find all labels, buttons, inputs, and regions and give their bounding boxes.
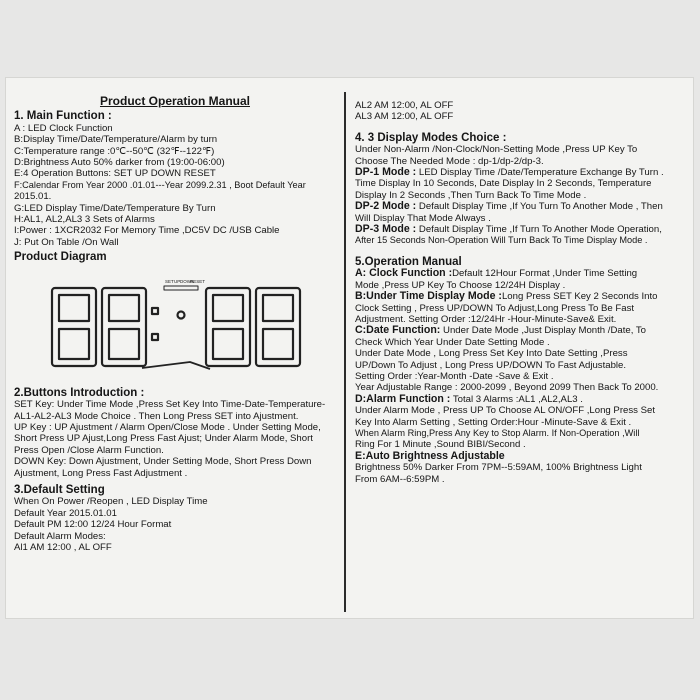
dp1-text: LED Display Time /Date/Temperature Exchange By Turn . [416, 167, 664, 179]
date-function-line: Setting Order :Year-Month -Date -Save & Exit . [355, 370, 554, 382]
product-diagram-heading: Product Diagram [14, 251, 107, 264]
product-diagram [14, 270, 324, 380]
buttons-heading: 2.Buttons Introduction : [14, 386, 145, 399]
date-function-line: Check Which Year Under Date Setting Mode . [355, 336, 550, 348]
button-strip [164, 286, 198, 290]
default-setting-line: Default Year 2015.01.01 [14, 507, 117, 519]
main-function-line: D:Brightness Auto 50% darker from (19:00-06:00) [14, 157, 225, 169]
date-function-line: Year Adjustable Range : 2000-2099 , Beyond 2099 Then Back To 2000. [355, 382, 659, 394]
buttons-line: Ajustment, Long Press Fast Adjustment . [14, 467, 188, 479]
default-setting-line: When On Power /Reopen , LED Display Time [14, 496, 208, 508]
buttons-line: UP Key : UP Ajustment / Alarm Open/Close Mode . Under Setting Mode, [14, 421, 321, 433]
main-function-line: F:Calendar From Year 2000 .01.01---Year 2099.2.31 , Boot Default Year [14, 179, 306, 190]
main-function-line: I:Power : 1XCR2032 For Memory Time ,DC5V DC /USB Cable [14, 225, 280, 237]
led-digit-segment [213, 329, 243, 359]
default-setting-line: Default PM 12:00 12/24 Hour Format [14, 519, 172, 531]
date-function-text: Under Date Mode ,Just Display Month /Date, To [440, 325, 646, 337]
column-divider [344, 92, 346, 612]
date-function-line: UP/Down To Adjust , Long Press UP/DOWN To Fast Adjustable. [355, 359, 627, 371]
dp1-label: DP-1 Mode : [355, 166, 417, 179]
default-setting-line: Default Alarm Modes: [14, 530, 106, 542]
buttons-line: Short Press UP Ajust,Long Press Fast Ajust; Under Alarm Mode, Short [14, 433, 313, 445]
button-label-reset: RESET [190, 278, 206, 284]
dp2-line: Will Display That Mode Always . [355, 212, 491, 224]
display-modes-heading: 4. 3 Display Modes Choice : [355, 131, 507, 144]
main-function-line: J: Put On Table /On Wall [14, 236, 119, 248]
dp3-text: Default Display Time ,If Turn To Another Mode Operation, [416, 224, 662, 236]
time-display-text: Long Press SET Key 2 Seconds Into [501, 291, 658, 303]
colon-dot [152, 334, 158, 340]
led-digit-segment [263, 329, 293, 359]
led-digit-segment [263, 295, 293, 321]
alarm-function-label: D:Alarm Function : [355, 392, 451, 405]
dp3-label: DP-3 Mode : [355, 223, 417, 236]
clock-function-label: A: Clock Function : [355, 267, 453, 280]
buttons-text [14, 399, 336, 479]
main-function-line: 2015.01. [14, 191, 52, 203]
dp2-label: DP-2 Mode : [355, 200, 417, 213]
alarm-function-line: Ring For 1 Minute ,Sound BIBI/Second . [355, 439, 526, 451]
alarm-function-line: When Alarm Ring,Press Any Key to Stop Alarm. If Non-Operation ,Will [355, 427, 640, 438]
left-column [14, 96, 336, 553]
auto-brightness-label: E:Auto Brightness Adjustable [355, 449, 505, 462]
clock-function-line: Mode ,Press UP Key To Choose 12/24H Display . [355, 279, 566, 291]
buttons-line: Press Open /Close Alarm Function. [14, 444, 164, 456]
date-function-line: Under Date Mode , Long Press Set Key Into Date Setting ,Press [355, 348, 628, 360]
operation-heading: 5.Operation Manual [355, 255, 462, 268]
main-function-heading: 1. Main Function : [14, 110, 112, 123]
led-clock-illustration [14, 270, 324, 382]
document-title: Product Operation Manual [99, 94, 250, 108]
button-label-set: SET [165, 278, 174, 284]
alarm-function-text: Total 3 Alarms :AL1 ,AL2,AL3 . [450, 393, 583, 405]
time-display-label: B:Under Time Display Mode : [355, 290, 502, 303]
dp2-text: Default Display Time ,If You Turn To Another Mode , Then [416, 201, 663, 213]
main-function-line: A : LED Clock Function [14, 122, 113, 134]
main-function-line: B:Display Time/Date/Temperature/Alarm by turn [14, 134, 218, 146]
led-digit-segment [59, 295, 89, 321]
colon-dot [152, 308, 158, 314]
main-function-line: C:Temperature range :0℃--50℃ (32℉--122℉) [14, 145, 215, 157]
display-modes-intro: Under Non-Alarm /Non-Clock/Non-Setting Mode ,Press UP Key To [355, 144, 638, 156]
auto-brightness-line: Brightness 50% Darker From 7PM--5:59AM, 100% Brightness Light [355, 462, 642, 474]
main-function-line: E:4 Operation Buttons: SET UP DOWN RESET [14, 168, 216, 180]
buttons-line: SET Key: Under Time Mode ,Press Set Key Into Time-Date-Temperature- [14, 399, 326, 411]
led-digit-segment [213, 295, 243, 321]
clock-function-text: Default 12Hour Format ,Under Time Setting [452, 268, 638, 280]
auto-brightness-line: From 6AM--6:59PM . [355, 473, 445, 485]
alarm-function-line: Key Into Alarm Setting , Setting Order:Hour -Minute-Save & Exit . [355, 416, 632, 428]
sensor-dot [178, 311, 185, 318]
dp1-line: Time Display In 10 Seconds, Date Display In 2 Seconds, Temperature [355, 178, 652, 190]
alarm-default-line: AL3 AM 12:00, AL OFF [355, 111, 454, 123]
alarm-function-line: Under Alarm Mode , Press UP To Choose AL ON/OFF ,Long Press Set [355, 405, 656, 417]
right-column [355, 100, 690, 485]
button-label-up: UP [174, 278, 181, 284]
led-digit-segment [59, 329, 89, 359]
date-function-label: C:Date Function: [355, 324, 441, 337]
button-label-down: DOWN [180, 278, 195, 284]
led-digit-segment [109, 329, 139, 359]
buttons-line: DOWN Key: Down Ajustment, Under Setting Mode, Short Press Down [14, 456, 312, 468]
default-setting-line: Al1 AM 12:00 , AL OFF [14, 541, 112, 553]
dp3-line: After 15 Seconds Non-Operation Will Turn Back To Time Display Mode . [355, 235, 648, 246]
default-setting-heading: 3.Default Setting [14, 483, 105, 496]
main-function-list [14, 123, 336, 248]
main-function-line: H:AL1, AL2,AL3 3 Sets of Alarms [14, 214, 155, 226]
main-function-line: G:LED Display Time/Date/Temperature By Turn [14, 202, 216, 214]
clock-stand [142, 362, 210, 369]
dp1-line: Display In 2 Seconds ,Then Turn Back To Time Mode . [355, 189, 587, 201]
buttons-line: AL1-AL2-AL3 Mode Choice . Then Long Press SET into Ajustment. [14, 410, 299, 422]
display-modes-intro: Choose The Needed Mode : dp-1/dp-2/dp-3. [355, 155, 544, 167]
time-display-line: Adjustment. Setting Order :12/24Hr -Hour-Minute-Save& Exit. [355, 313, 617, 325]
alarm-default-line: AL2 AM 12:00, AL OFF [355, 100, 454, 111]
default-setting-text [14, 496, 336, 553]
led-digit-segment [109, 295, 139, 321]
time-display-line: Clock Setting , Press UP/DOWN To Adjust,Long Press To Be Fast [355, 302, 635, 314]
